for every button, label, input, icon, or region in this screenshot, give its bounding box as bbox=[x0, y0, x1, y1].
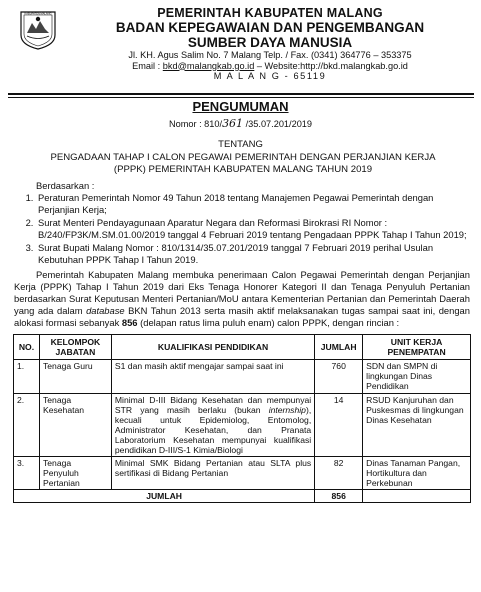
list-item: 2. Surat Menteri Pendayagunaan Aparatur Negara dan Reformasi Birokrasi RI Nomor : B/240/FP3K/M.SM.01.00/2019 tanggal 4 Februari 2019 tentang Pengadaan PPPK Tahap I Tahun 2019; bbox=[36, 217, 470, 241]
header-no: NO. bbox=[14, 335, 40, 360]
table-row: 2. Tenaga Kesehatan Minimal D-III Bidang Kesehatan dan mempunyai STR yang masih berlaku (bukan internship), kecuali untuk Epidemiolog, Entomolog, Administrator Kesehatan, dan Pranata Laboratorium Kesehatan mempunyai kualifikasi pendidikan D-III/S-1 Kimia/Biologi 14 RSUD Kanjuruhan dan Puskesmas di lingkungan Dinas Kesehatan bbox=[14, 394, 471, 457]
total-value: 856 bbox=[315, 490, 363, 503]
letterhead-line2: BADAN KEPEGAWAIAN DAN PENGEMBANGAN bbox=[115, 20, 425, 35]
subject-line1: PENGADAAN TAHAP I CALON PEGAWAI PEMERINTAH DENGAN PERJANJIAN KERJA bbox=[50, 152, 436, 163]
letterhead-line3: SUMBER DAYA MANUSIA bbox=[187, 35, 353, 50]
berdasarkan-label: Berdasarkan : bbox=[36, 180, 95, 191]
email-label: Email : bbox=[132, 60, 161, 71]
announcement-number bbox=[0, 117, 481, 130]
announcement-subject bbox=[14, 152, 472, 176]
header-kualifikasi: KUALIFIKASI PENDIDIKAN bbox=[111, 335, 314, 360]
header-kelompok: KELOMPOK JABATAN bbox=[39, 335, 111, 360]
letterhead-rule-thick bbox=[8, 93, 474, 95]
kabupaten-malang-logo-icon bbox=[18, 9, 58, 51]
website-text: – Website:http://bkd.malangkab.go.id bbox=[254, 60, 408, 71]
letterhead bbox=[60, 6, 480, 82]
email-link[interactable]: bkd@malangkab.go.id bbox=[162, 60, 255, 71]
main-paragraph: Pemerintah Kabupaten Malang membuka penerimaan Calon Pegawai Pemerintah dengan Perjanjian Kerja (PPPK) Tahap I Tahun 2019 dari Eks Tenaga Honorer Kategori II dan Tenaga Penyuluh Pertanian berdasarkan Surat Keputusan Menteri Pertanian/MoU antara Kementerian Pertanian dan Pemerintah Daerah yang ada dalam database BKN Tahun 2013 serta masih aktif melaksanakan tugas sampai saat ini, dengan alokasi formasi sebanyak 856 (delapan ratus lima puluh enam) calon PPPK, dengan rincian : bbox=[14, 269, 470, 328]
kualifikasi-cell: Minimal D-III Bidang Kesehatan dan mempunyai STR yang masih berlaku (bukan internship), kecuali untuk Epidemiolog, Entomolog, Administrator Kesehatan, dan Pranata Laboratorium Kesehatan mempunyai kualifikasi pendidikan D-III/S-1 Kimia/Biologi bbox=[111, 394, 314, 457]
number-suffix: /35.07.201/2019 bbox=[243, 119, 313, 129]
number-prefix: Nomor : 810/ bbox=[168, 119, 223, 129]
letterhead-city: M A L A N G - 65119 bbox=[213, 71, 327, 81]
list-item: 1. Peraturan Pemerintah Nomor 49 Tahun 2018 tentang Manajemen Pegawai Pemerintah dengan Perjanjian Kerja; bbox=[36, 192, 470, 216]
announcement-body bbox=[14, 180, 470, 329]
announcement-title: PENGUMUMAN bbox=[192, 99, 289, 114]
table-row: 1. Tenaga Guru S1 dan masih aktif mengajar sampai saat ini 760 SDN dan SMPN di lingkungan Dinas Pendidikan bbox=[14, 360, 471, 394]
total-label: JUMLAH bbox=[14, 490, 315, 503]
table-total-row bbox=[14, 490, 471, 503]
letterhead-contact bbox=[60, 61, 480, 72]
table-header-row bbox=[14, 335, 471, 360]
number-handwritten: 361 bbox=[222, 117, 244, 130]
legal-basis-list bbox=[14, 192, 470, 266]
list-item: 3. Surat Bupati Malang Nomor : 810/1314/35.07.201/2019 tanggal 7 Februari 2019 perihal Usulan Kebutuhan PPPK Tahap I Tahun 2019. bbox=[36, 242, 470, 266]
letterhead-line1: PEMERINTAH KABUPATEN MALANG bbox=[157, 6, 383, 20]
table-row: 3. Tenaga Penyuluh Pertanian Minimal SMK Bidang Pertanian atau SLTA plus sertifikasi di Bidang Pertanian 82 Dinas Tanaman Pangan, Hortikultura dan Perkebunan bbox=[14, 457, 471, 490]
header-unit: UNIT KERJA PENEMPATAN bbox=[363, 335, 471, 360]
tentang-label: TENTANG bbox=[218, 139, 263, 150]
logo-text: KABUPATEN MALANG bbox=[24, 12, 52, 16]
formation-table bbox=[13, 334, 471, 503]
letterhead-address: Jl. KH. Agus Salim No. 7 Malang Telp. / Fax. (0341) 364776 – 353375 bbox=[128, 50, 412, 60]
header-jumlah: JUMLAH bbox=[315, 335, 363, 360]
letterhead-rule-thin bbox=[8, 97, 474, 98]
subject-line2: (PPPK) PEMERINTAH KABUPATEN MALANG TAHUN 2019 bbox=[113, 164, 373, 175]
